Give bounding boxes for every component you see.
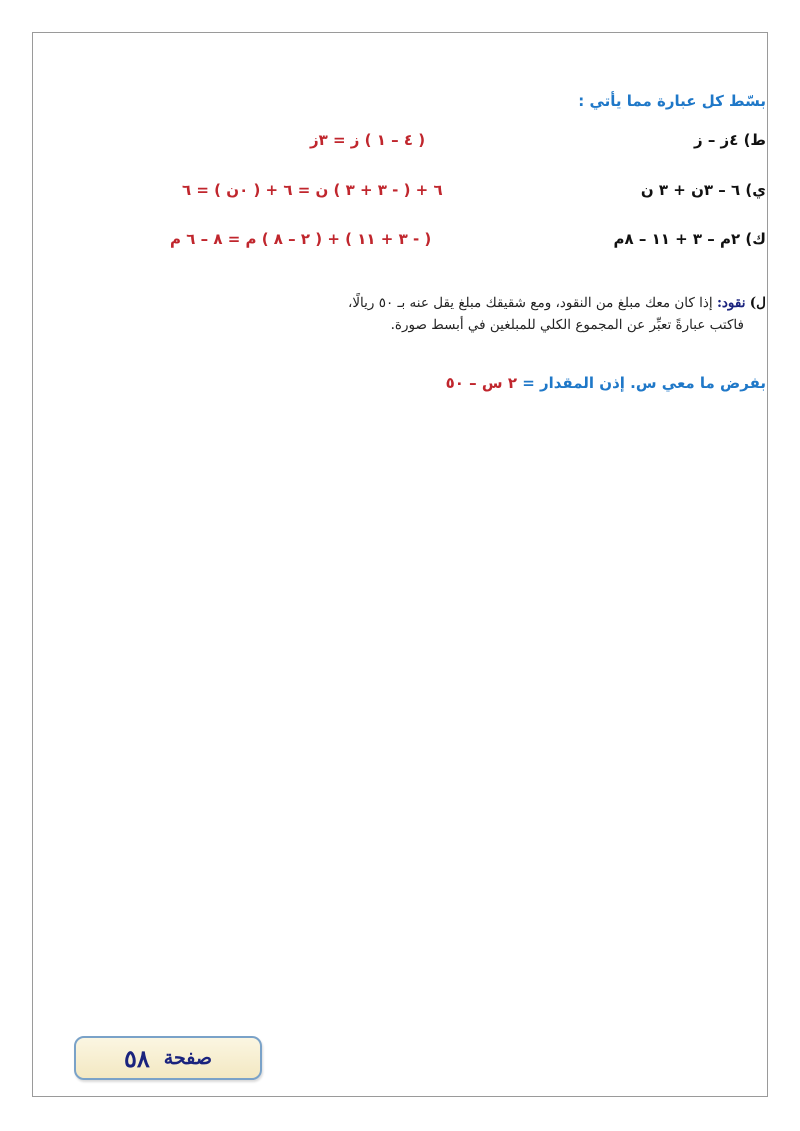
word-problem bbox=[348, 292, 766, 336]
word-problem-text-1: إذا كان معك مبلغ من النقود، ومع شقيقك مبلغ يقل عنه بـ ٥٠ ريالًا، bbox=[348, 295, 713, 311]
exercise-ya-answer: ٦ + ( - ٣ + ٣ ) ن = ٦ + ( ٠ن ) = ٦ bbox=[182, 181, 443, 199]
exercise-ta-answer: ( ٤ – ١ ) ز = ٣ز bbox=[310, 131, 426, 149]
exercise-ta-label: ط) ٤ز – ز bbox=[693, 131, 766, 149]
final-answer-assumption: بفرض ما معي س. إذن المقدار = bbox=[522, 374, 766, 392]
page-number-badge bbox=[74, 1036, 262, 1080]
word-problem-line-1 bbox=[348, 292, 766, 314]
page-number: ٥٨ bbox=[124, 1043, 150, 1073]
word-problem-line-2: فاكتب عبارةً تعبِّر عن المجموع الكلي للمبلغين في أبسط صورة. bbox=[390, 317, 744, 333]
final-answer bbox=[446, 374, 766, 392]
exercise-kaf-answer: ( - ٣ + ١١ ) + ( ٢ – ٨ ) م = ٨ – ٦ م bbox=[170, 230, 432, 248]
word-problem-marker: ل) bbox=[749, 295, 766, 311]
section-heading: بسّط كل عبارة مما يأتي : bbox=[578, 92, 766, 110]
exercise-ya-label: ي) ٦ – ٣ن + ٣ ن bbox=[640, 181, 766, 199]
word-problem-topic: نقود: bbox=[716, 295, 746, 311]
exercise-kaf-label: ك) ٢م – ٣ + ١١ – ٨م bbox=[613, 230, 766, 248]
page-word: صفحة bbox=[163, 1047, 212, 1069]
final-answer-expression: ٢ س – ٥٠ bbox=[445, 374, 523, 392]
